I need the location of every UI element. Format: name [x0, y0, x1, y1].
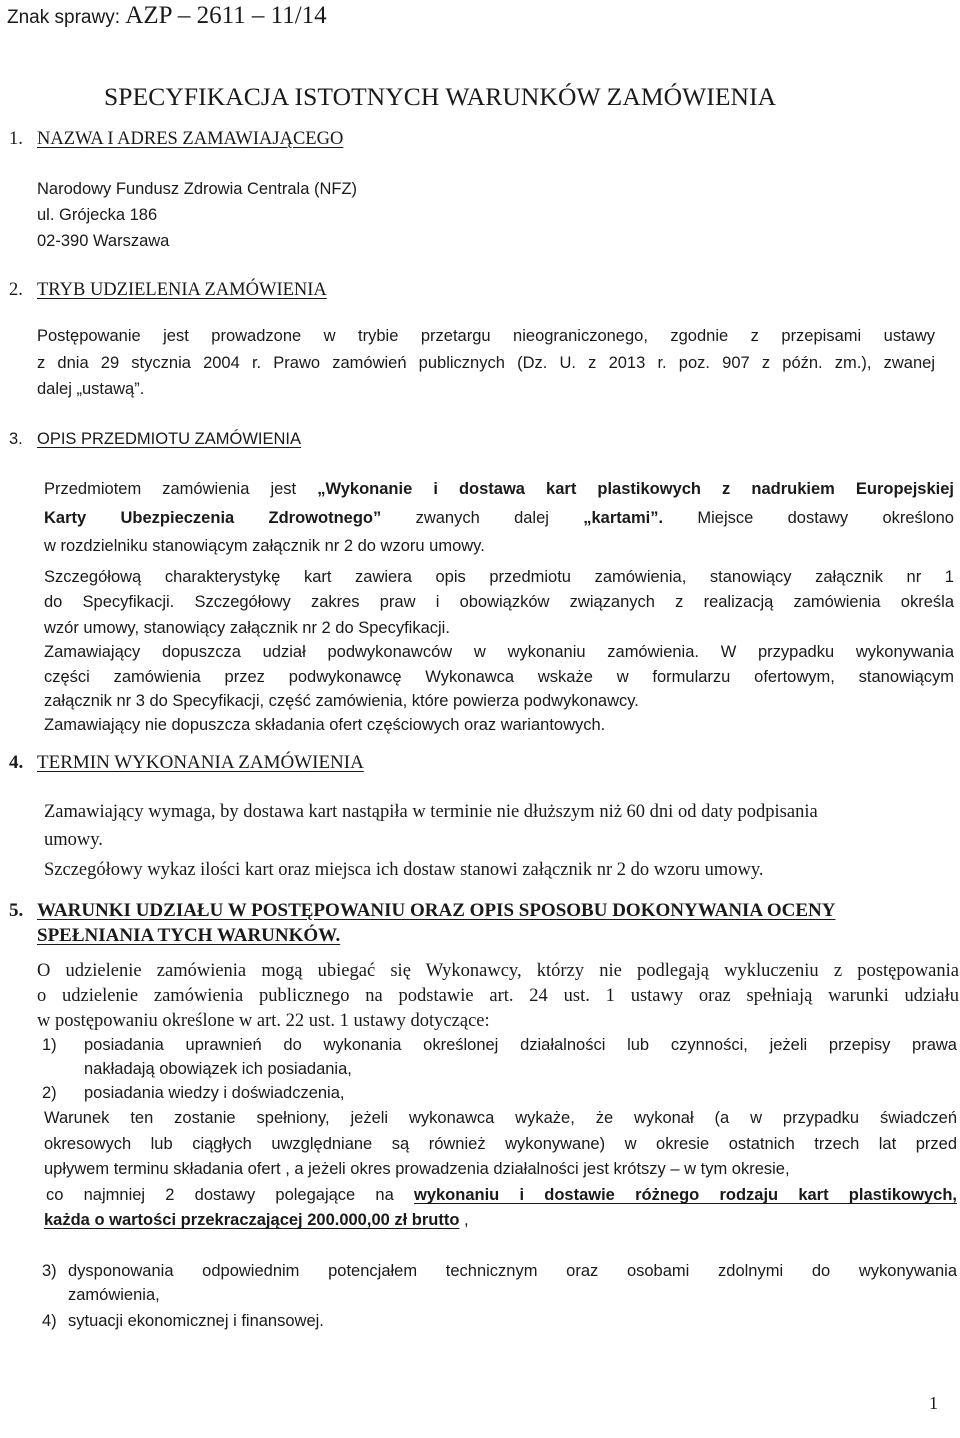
- case-reference-label: Znak sprawy:: [7, 7, 126, 28]
- s5-item-3-line-2: zamówienia,: [68, 1286, 160, 1304]
- s5-condition-line-3: upływem terminu składania ofert , a jeżeli okres prowadzenia działalności jest krótszy – w tym okresie,: [44, 1160, 790, 1178]
- s5-item-1-line-2: nakładają obowiązek ich posiadania,: [84, 1060, 352, 1078]
- s3-line-9: załącznik nr 3 do Specyfikacji, część zamówienia, które powierza podwykonawcy.: [44, 692, 639, 710]
- s5-condition-text: co najmniej 2 dostawy polegające na: [46, 1186, 414, 1204]
- s5-item-1-line-1: posiadania uprawnień do wykonania określonej działalności lub czynności, jeżeli przepisy prawa: [84, 1036, 957, 1054]
- document-title: SPECYFIKACJA ISTOTNYCH WARUNKÓW ZAMÓWIENIA: [104, 82, 777, 111]
- s3-line-2: [44, 509, 954, 528]
- s2-paragraph-line-3: dalej „ustawą”.: [37, 380, 145, 398]
- s5-item-3-line-1: dysponowania odpowiednim potencjałem technicznym oraz osobami zdolnymi do wykonywania: [68, 1262, 957, 1280]
- address-line-3: 02-390 Warszawa: [37, 232, 170, 250]
- section-5-heading-line-1: WARUNKI UDZIAŁU W POSTĘPOWANIU ORAZ OPIS SPOSOBU DOKONYWANIA OCENY: [37, 900, 836, 921]
- s3-line-10: Zamawiający nie dopuszcza składania ofert częściowych oraz wariantowych.: [44, 716, 606, 734]
- s5-condition-line-2: okresowych lub ciągłych uwzględniane są również wykonywane) w okresie ostatnich trzech lat przed: [44, 1135, 957, 1153]
- s5-condition-bold: wykonaniu i dostawie różnego rodzaju kart plastikowych,: [414, 1186, 957, 1204]
- s5-item-4-number: 4): [42, 1312, 57, 1330]
- section-5-number: 5.: [9, 900, 24, 921]
- s3-line-1-text: Przedmiotem zamówienia jest: [44, 480, 318, 498]
- section-1-number: 1.: [9, 129, 23, 149]
- case-reference: [7, 2, 327, 30]
- s3-cards-bold: „kartami”.: [583, 509, 664, 527]
- page-number: 1: [929, 1393, 938, 1413]
- s3-called-text: zwanych dalej: [381, 509, 584, 527]
- section-4-heading: TERMIN WYKONANIA ZAMÓWIENIA: [37, 752, 364, 773]
- s4-line-3: Szczegółowy wykaz ilości kart oraz miejsca ich dostaw stanowi załącznik nr 2 do wzoru umowy.: [44, 860, 764, 880]
- s2-paragraph-line-1: Postępowanie jest prowadzone w trybie przetargu nieograniczonego, zgodnie z przepisami ustawy: [37, 327, 935, 345]
- s5-line-1: O udzielenie zamówienia mogą ubiegać się Wykonawcy, którzy nie podlegają wykluczeniu z postępowania: [37, 961, 959, 981]
- s5-condition-line-4: [46, 1186, 957, 1205]
- s5-value-bold: każda o wartości przekraczającej 200.000,00 zł brutto: [44, 1211, 460, 1229]
- section-2-heading: TRYB UDZIELENIA ZAMÓWIENIA: [37, 280, 327, 300]
- s5-item-2-line-1: posiadania wiedzy i doświadczenia,: [84, 1084, 345, 1102]
- s5-condition-line-1: Warunek ten zostanie spełniony, jeżeli wykonawca wykaże, że wykonał (a w przypadku świadczeń: [44, 1109, 957, 1127]
- section-2-number: 2.: [9, 280, 23, 300]
- s5-item-3-number: 3): [42, 1262, 57, 1280]
- s5-condition-line-5: [44, 1211, 469, 1230]
- s3-line-5: do Specyfikacji. Szczegółowy zakres praw i obowiązków związanych z realizacją zamówienia określa: [44, 593, 954, 611]
- address-line-2: ul. Grójecka 186: [37, 206, 158, 224]
- s4-line-2: umowy.: [44, 830, 103, 850]
- section-3-number: 3.: [9, 430, 23, 448]
- section-3-heading: OPIS PRZEDMIOTU ZAMÓWIENIA: [37, 430, 302, 448]
- s5-item-1-number: 1): [42, 1036, 57, 1054]
- s3-line-4: Szczegółową charakterystykę kart zawiera opis przedmiotu zamówienia, stanowiący załącznik nr 1: [44, 568, 954, 586]
- section-5-heading-line-2: SPEŁNIANIA TYCH WARUNKÓW.: [37, 925, 341, 946]
- s2-paragraph-line-2: z dnia 29 stycznia 2004 r. Prawo zamówień publicznych (Dz. U. z 2013 r. poz. 907 z późn. zm.), zwanej: [37, 354, 935, 372]
- s3-line-8: części zamówienia przez podwykonawcę Wykonawca wskaże w formularzu ofertowym, stanowiącym: [44, 668, 954, 686]
- section-1-heading: NAZWA I ADRES ZAMAWIAJĄCEGO: [37, 129, 344, 149]
- s3-line-3: w rozdzielniku stanowiącym załącznik nr 2 do wzoru umowy.: [44, 537, 485, 555]
- s5-value-tail: ,: [459, 1211, 469, 1229]
- s5-item-4-line-1: sytuacji ekonomicznej i finansowej.: [68, 1312, 324, 1330]
- case-reference-number: AZP – 2611 – 11/14: [125, 2, 327, 29]
- section-4-number: 4.: [9, 752, 24, 773]
- address-line-1: Narodowy Fundusz Zdrowia Centrala (NFZ): [37, 180, 358, 198]
- s5-line-2: o udzielenie zamówienia publicznego na podstawie art. 24 ust. 1 ustawy oraz spełniają warunki udziału: [37, 986, 959, 1006]
- s3-subject-bold: „Wykonanie i dostawa kart plastikowych z nadrukiem Europejskiej: [317, 480, 955, 498]
- s3-line-6: wzór umowy, stanowiący załącznik nr 2 do Specyfikacji.: [44, 619, 450, 637]
- s3-subject-bold-cont: Karty Ubezpieczenia Zdrowotnego”: [44, 509, 382, 527]
- s4-line-1: Zamawiający wymaga, by dostawa kart nastąpiła w terminie nie dłuższym niż 60 dni od daty podpisania: [44, 802, 818, 822]
- s5-item-2-number: 2): [42, 1084, 57, 1102]
- s3-delivery-text: Miejsce dostawy określono: [663, 509, 954, 527]
- s3-line-7: Zamawiający dopuszcza udział podwykonawców w wykonaniu zamówienia. W przypadku wykonywania: [44, 643, 954, 661]
- s3-line-1: [44, 480, 954, 499]
- s5-line-3: w postępowaniu określone w art. 22 ust. 1 ustawy dotyczące:: [37, 1011, 490, 1031]
